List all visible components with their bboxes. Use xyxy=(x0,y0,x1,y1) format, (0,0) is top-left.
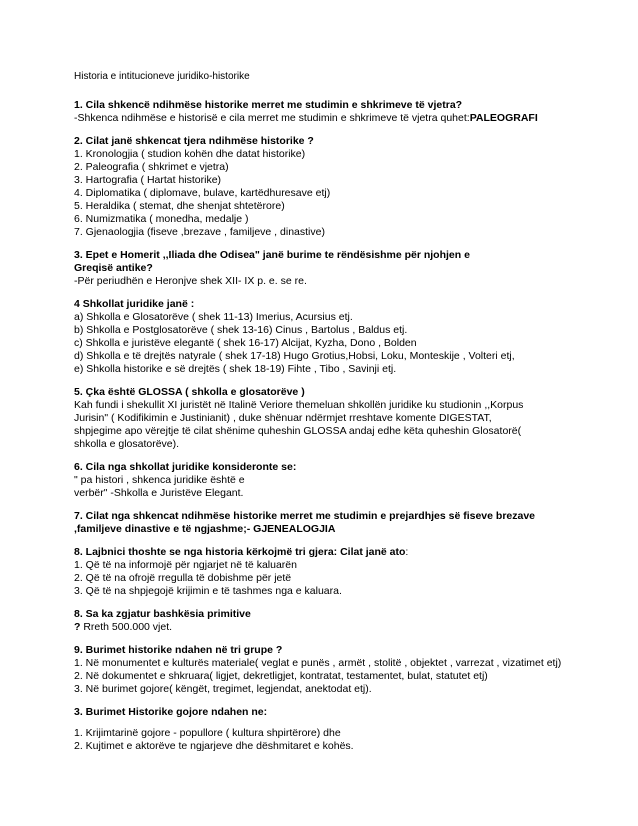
question-8-colon: : xyxy=(405,546,409,558)
list-item: 5. Heraldika ( stemat, dhe shenjat shtetërore) xyxy=(74,200,285,212)
section-10 xyxy=(74,644,614,696)
paragraph-line: Kah fundi i shekullit XI juristët në Italinë Veriore themeluan shkollën juridike ku studionin ,,Korpus xyxy=(74,399,524,411)
answer-6-line-1: " pa histori , shkenca juridike është e xyxy=(74,474,245,486)
list-item: c) Shkolla e juristëve elegantë ( shek 16-17) Alcijat, Kyzha, Dono , Bolden xyxy=(74,337,417,349)
answer-3: -Për periudhën e Heronjve shek XII- IX p. e. se re. xyxy=(74,275,307,287)
question-3-line-1: 3. Epet e Homerit ,,Iliada dhe Odisea" janë burime te rëndësishme për njohjen e xyxy=(74,249,470,261)
answer-9-text: Rreth 500.000 vjet. xyxy=(80,621,173,633)
question-1: 1. Cila shkencë ndihmëse historike merret me studimin e shkrimeve të vjetra? xyxy=(74,99,463,111)
list-item: b) Shkolla e Postglosatorëve ( shek 13-16) Cinus , Bartolus , Baldus etj. xyxy=(74,324,408,336)
question-3-line-2: Greqisë antike? xyxy=(74,262,153,274)
question-7-line-1: 7. Cilat nga shkencat ndihmëse historike merret me studimin e prejardhjes së fiseve brezave xyxy=(74,510,536,522)
list-item: 1. Krijimtarinë gojore - popullore ( kultura shpirtërore) dhe xyxy=(74,727,341,739)
list-item: e) Shkolla historike e së drejtës ( shek 18-19) Fihte , Tibo , Savinji etj. xyxy=(74,363,397,375)
section-5 xyxy=(74,386,614,451)
section-7 xyxy=(74,510,614,536)
list-item: 3. Në burimet gojore( këngët, tregimet, legjendat, anektodat etj). xyxy=(74,683,372,695)
question-9: 8. Sa ka zgjatur bashkësia primitive xyxy=(74,608,251,620)
answer-1-text: -Shkenca ndihmëse e historisë e cila merret me studimin e shkrimeve të vjetra quhet: xyxy=(74,112,470,124)
section-1 xyxy=(74,99,614,125)
document-title: Historia e intitucioneve juridiko-historike xyxy=(74,71,250,82)
paragraph-line: shkolla e glosatorëve). xyxy=(74,438,180,450)
question-4: 4 Shkollat juridike janë : xyxy=(74,298,195,310)
section-2 xyxy=(74,135,614,239)
question-2: 2. Cilat janë shkencat tjera ndihmëse historike ? xyxy=(74,135,314,147)
spacer xyxy=(74,719,614,727)
list-item: d) Shkolla e të drejtës natyrale ( shek 17-18) Hugo Grotius,Hobsi, Loku, Monteskije , Volteri etj, xyxy=(74,350,515,362)
list-item: 2. Kujtimet e aktorëve te ngjarjeve dhe dëshmitaret e kohës. xyxy=(74,740,354,752)
section-3 xyxy=(74,249,614,288)
section-11 xyxy=(74,706,614,753)
answer-9 xyxy=(74,621,614,634)
section-4 xyxy=(74,298,614,376)
list-item: a) Shkolla e Glosatorëve ( shek 11-13) Imerius, Acursius etj. xyxy=(74,311,353,323)
section-6 xyxy=(74,461,614,500)
question-7-line-2: ,familjeve dinastive e të ngjashme;- GJENEALOGJIA xyxy=(74,523,336,535)
list-item: 2. Që të na ofrojë rregulla të dobishme për jetë xyxy=(74,572,292,584)
list-item: 3. Që të na shpjegojë krijimin e të tashmes nga e kaluara. xyxy=(74,585,342,597)
list-item: 4. Diplomatika ( diplomave, bulave, kartëdhuresave etj) xyxy=(74,187,331,199)
section-8 xyxy=(74,546,614,598)
paragraph-line: shpjegime apo vërejtje të cilat shënime quheshin GLOSSA andaj edhe këta quheshin Glosatorë( xyxy=(74,425,522,437)
document-page xyxy=(74,70,614,763)
answer-1-term: PALEOGRAFI xyxy=(469,112,538,124)
list-item: 2. Paleografia ( shkrimet e vjetra) xyxy=(74,161,229,173)
question-11: 3. Burimet Historike gojore ndahen ne: xyxy=(74,706,268,718)
list-item: 3. Hartografia ( Hartat historike) xyxy=(74,174,222,186)
answer-9-mark: ? xyxy=(74,621,81,633)
list-item: 1. Kronologjia ( studion kohën dhe datat historike) xyxy=(74,148,306,160)
paragraph-line: Jurisin" ( Kodifikimin e Justinianit) , duke shënuar ndërmjet rreshtave komente DIGESTAT, xyxy=(74,412,492,424)
question-5: 5. Çka është GLOSSA ( shkolla e glosatorëve ) xyxy=(74,386,305,398)
answer-6-line-2: verbër" -Shkolla e Juristëve Elegant. xyxy=(74,487,244,499)
list-item: 2. Në dokumentet e shkruara( ligjet, dekretligjet, kontratat, testamentet, bulat, statutet etj) xyxy=(74,670,488,682)
question-8-text: 8. Lajbnici thoshte se nga historia kërkojmë tri gjera: Cilat janë ato xyxy=(74,546,406,558)
question-6: 6. Cila nga shkollat juridike konsideronte se: xyxy=(74,461,297,473)
section-9 xyxy=(74,608,614,634)
question-8 xyxy=(74,546,614,559)
answer-1 xyxy=(74,112,614,125)
list-item: 7. Gjenaologjia (fiseve ,brezave , familjeve , dinastive) xyxy=(74,226,325,238)
question-10: 9. Burimet historike ndahen në tri grupe ? xyxy=(74,644,283,656)
list-item: 1. Në monumentet e kulturës materiale( veglat e punës , armët , stolitë , objektet , varrezat , vizatimet etj) xyxy=(74,657,562,669)
list-item: 1. Që të na informojë për ngjarjet në të kaluarën xyxy=(74,559,297,571)
list-item: 6. Numizmatika ( monedha, medalje ) xyxy=(74,213,249,225)
